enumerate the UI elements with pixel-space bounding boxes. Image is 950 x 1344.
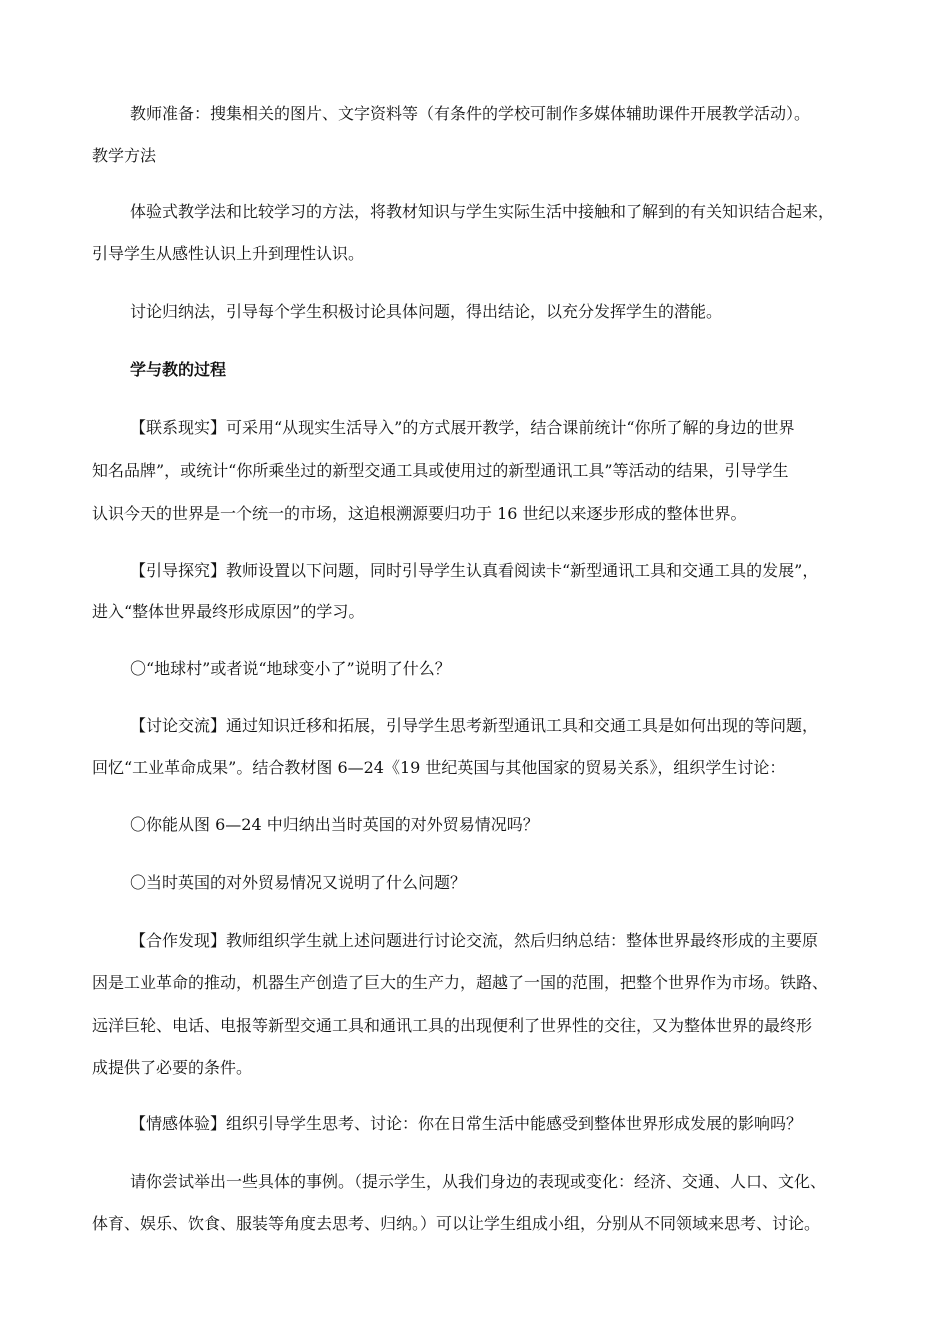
discussion-line-1: 【讨论交流】通过知识迁移和拓展，引导学生思考新型通讯工具和交通工具是如何出现的等问题， [130, 716, 819, 735]
discussion-line-2: 回忆“工业革命成果”。结合教材图 6—24《19 世纪英国与其他国家的贸易关系》，组织学生讨论： [92, 758, 786, 777]
cooperation-line-2: 因是工业革命的推动，机器生产创造了巨大的生产力，超越了一国的范围，把整个世界作为市场。铁路、 [92, 973, 829, 992]
method-1-line-2: 引导学生从感性认识上升到理性认识。 [92, 244, 365, 263]
question-1-text: 〇“地球村”或者说“地球变小了”说明了什么？ [130, 659, 451, 678]
cooperation-line-1: 【合作发现】教师组织学生就上述问题进行讨论交流，然后归纳总结：整体世界最终形成的主要原 [130, 931, 819, 950]
cooperation-line-4: 成提供了必要的条件。 [92, 1058, 253, 1077]
examples-line-1: 请你尝试举出一些具体的事例。（提示学生，从我们身边的表现或变化：经济、交通、人口、文化、 [130, 1172, 827, 1191]
guided-inquiry-line-1: 【引导探究】教师设置以下问题，同时引导学生认真看阅读卡“新型通讯工具和交通工具的发展”， [130, 561, 819, 580]
cooperation-line-3: 远洋巨轮、电话、电报等新型交通工具和通讯工具的出现便利了世界性的交往，又为整体世界的最终形 [92, 1016, 813, 1035]
teacher-prep-text: 教师准备：搜集相关的图片、文字资料等（有条件的学校可制作多媒体辅助课件开展教学活动）。 [130, 104, 811, 123]
process-heading: 学与教的过程 [130, 360, 227, 379]
connect-reality-line-3: 认识今天的世界是一个统一的市场，这追根溯源要归功于 16 世纪以来逐步形成的整体世界。 [92, 504, 747, 523]
method-heading: 教学方法 [92, 146, 157, 165]
method-2-text: 讨论归纳法，引导每个学生积极讨论具体问题，得出结论，以充分发挥学生的潜能。 [130, 302, 723, 321]
connect-reality-line-2: 知名品牌”，或统计“你所乘坐过的新型交通工具或使用过的新型通讯工具”等活动的结果，引导学生 [92, 461, 789, 480]
question-3-text: 〇当时英国的对外贸易情况又说明了什么问题？ [130, 873, 467, 892]
examples-line-2: 体育、娱乐、饮食、服装等角度去思考、归纳。）可以让学生组成小组，分别从不同领域来思考、讨论。 [92, 1214, 821, 1233]
connect-reality-line-1: 【联系现实】可采用“从现实生活导入”的方式展开教学，结合课前统计“你所了解的身边的世界 [130, 418, 795, 437]
emotional-text: 【情感体验】组织引导学生思考、讨论：你在日常生活中能感受到整体世界形成发展的影响吗？ [130, 1114, 803, 1133]
guided-inquiry-line-2: 进入“整体世界最终形成原因”的学习。 [92, 602, 365, 621]
method-1-line-1: 体验式教学法和比较学习的方法，将教材知识与学生实际生活中接触和了解到的有关知识结合起来， [130, 202, 835, 221]
question-2-text: 〇你能从图 6—24 中归纳出当时英国的对外贸易情况吗？ [130, 815, 539, 834]
